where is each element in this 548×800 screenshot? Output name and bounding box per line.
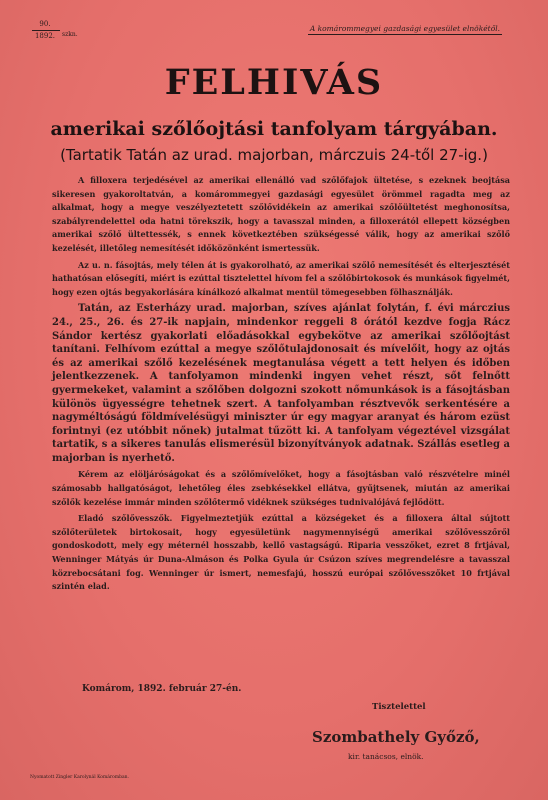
date-line: Komárom, 1892. február 27-én. bbox=[82, 684, 242, 694]
paragraph-intro: A filloxera terjedésével az amerikai ellenálló vad szőlőfajok ültetése, s ezeknek beojtása sikeresen gyakoroltatván, a komárommegyei gazdasági egyesület örömmel ragadta meg az alkalmat, hogy a megye veszélyeztetett szőlővidékein az amerikai szőlőültetést meghonosítsa, szabályrendelettel oda hatni törekszik, hogy a tavasszal minden, a filloxerától ellepett községben amerikai szőlő ültettessék, s ennek következtében szükségessé válik, hogy az amerikai szőlő kezelését, illetőleg nemesítését időközönként ismertessük. bbox=[52, 175, 510, 253]
signer-role: kir. tanácsos, elnök. bbox=[348, 752, 424, 761]
paragraph-request: Kérem az elöljáróságokat és a szőlőmívelőket, hogy a fásojtásban való részvételre minél számosabb hallgatóságot, lehetőleg éles zsebkésekkel ellátva, gyűjtsenek, miután az amerikai szőlők kezelése immár minden szőlőtermő vidéknek szükséges tudnivalójává fejlődött. bbox=[52, 469, 510, 507]
printer-imprint: Nyomatott Zingler Karolynál Komáromban. bbox=[30, 775, 129, 780]
poster-subtitle: amerikai szőlőojtási tanfolyam tárgyában. bbox=[50, 118, 498, 140]
ref-number: 90. bbox=[39, 20, 51, 28]
paragraph-sale: Eladó szőlővesszők. Figyelmeztetjük ezúttal a községeket és a filloxera által sújtott szőlőterületek birtokosait, hogy egyesületünk nagymennyiségű amerikai szőlővesszőről gondoskodott, mely egy méternél hosszabb, kellő vastagságú. Riparia vesszőket, ezret 8 frtjával, Wenninger Mátyás úr Duna-Almáson és Polka Gyula úr Csúzon szíves megrendelésre a tavasszal közrebocsátani fog. Wenninger úr ismert, nemesfajú, hosszú európai szőlővesszőket 10 frtjával szintén elad. bbox=[52, 513, 510, 592]
ref-abbrev: szkn. bbox=[62, 31, 78, 38]
poster-title: FELHIVÁS bbox=[164, 62, 384, 103]
closing-greeting: Tisztelettel bbox=[372, 702, 426, 712]
ref-divider bbox=[32, 30, 60, 31]
reference-number bbox=[32, 20, 78, 41]
ref-year: 1892. bbox=[34, 32, 56, 40]
paragraph-course-details: Tatán, az Esterházy urad. majorban, szíves ajánlat folytán, f. évi márczius 24., 25., 26. és 27-ik napjain, mindenkor reggeli 8 órától kezdve fogja Rácz Sándor kertész gyakorlati előadásokkal egybekötve az amerikai szőlőojtást tanítani. Felhívom ezúttal a megye szőlőtulajdonosait és mívelőit, hogy az ojtás és az amerikai szőlő kezelésének megtanulása végett a tett helyen és időben jelentkezzenek. A tanfolyamon mindenki ingyen vehet részt, sőt felnőtt gyermekeket, valamint a szőlőben dolgozni szokott nőmunkások is a fásojtásban különös ügyességre tehetnek szert. A tanfolyamban résztvevők serkentésére a nagyméltóságú földmívelésügyi miniszter úr egy magyar aranyat és három ezüst forintnyi (ez utóbbit nőnek) jutalmat tűzött ki. A tanfolyam végeztével vizsgálat tartatik, s a sikeres tanulás elismerésül bizonyítványok adatnak. Szállás esetleg a majorban is nyerhető. bbox=[52, 303, 510, 464]
location-line: (Tartatik Tatán az urad. majorban, márczuis 24-től 27-ig.) bbox=[60, 146, 488, 164]
body-text bbox=[52, 174, 510, 597]
issuer-line: A komárommegyei gazdasági egyesület elnökétől. bbox=[309, 24, 500, 33]
signer-name: Szombathely Győző, bbox=[312, 728, 480, 746]
paragraph-fasojtas: Az u. n. fásojtás, mely télen át is gyakorolható, az amerikai szőlő nemesítését és elterjesztését hathatósan elősegíti, miért is ezúttal tisztelettel hívom fel a szőlőbirtokosok és munkások figyelmét, hogy ezen ojtás begyakorlására kínálkozó alkalmat mentül tömegesebben fölhasználják. bbox=[52, 259, 510, 297]
